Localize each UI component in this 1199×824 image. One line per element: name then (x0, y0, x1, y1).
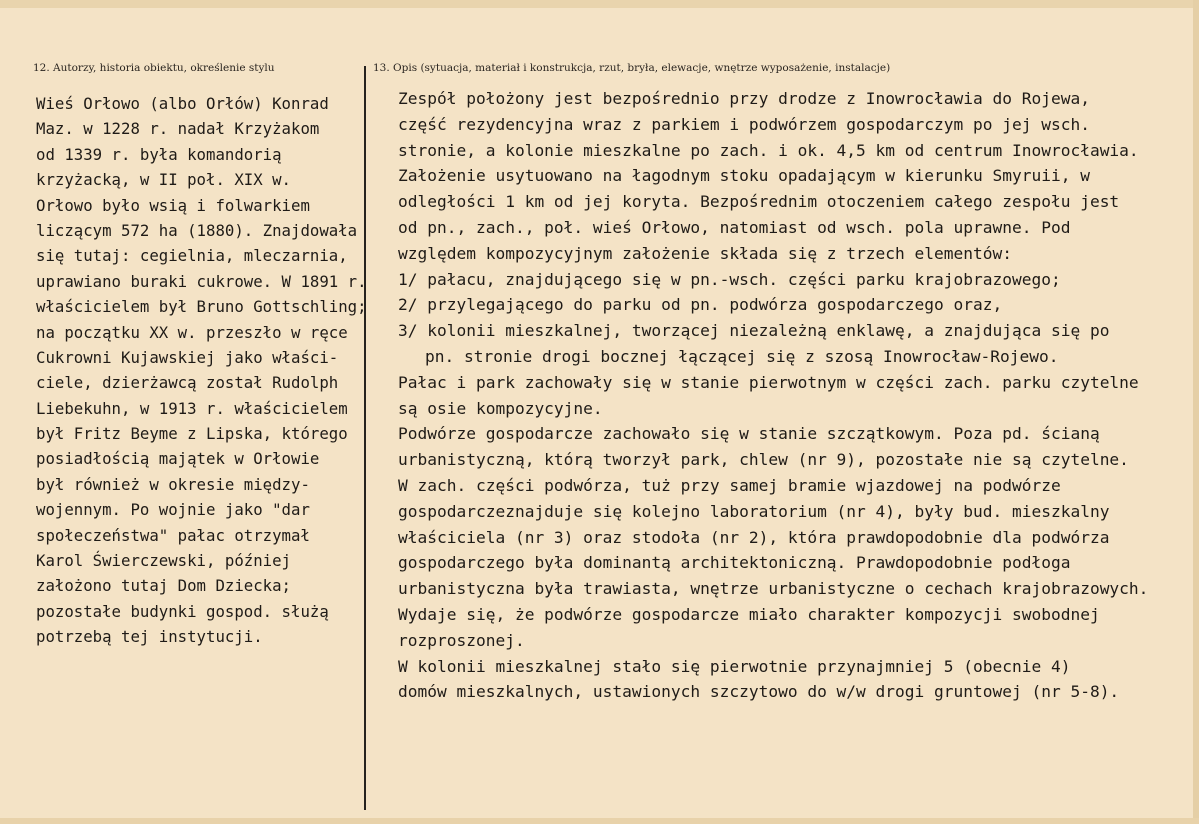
text-line: Zespół położony jest bezpośrednio przy drodze z Inowrocławia do Rojewa, (398, 89, 1090, 108)
text-line: liczącym 572 ha (1880). Znajdowała (36, 220, 358, 240)
text-line: właścicielem był Bruno Gottschling; (36, 297, 367, 317)
section-12-text (36, 91, 366, 650)
text-line: od pn., zach., poł. wieś Orłowo, natomiast od wsch. pola uprawne. Pod (398, 217, 1071, 237)
text-line: odległości 1 km od jej koryta. Bezpośrednim otoczeniem całego zespołu jest (398, 192, 1120, 212)
list-item: 3/ kolonii mieszkalnej, tworzącej niezależną enklawę, a znajdująca się po (398, 321, 1110, 341)
text-line: Karol Świerczewski, później (36, 551, 292, 571)
text-line: gospodarczeznajduje się kolejno laboratorium (nr 4), były bud. mieszkalny (398, 501, 1110, 521)
text-line: na początku XX w. przeszło w ręce (36, 322, 348, 342)
text-line: Wydaje się, że podwórze gospodarcze miało charakter kompozycji swobodnej (398, 604, 1100, 624)
text-line: domów mieszkalnych, ustawionych szczytowo do w/w drogi gruntowej (nr 5-8). (398, 682, 1120, 702)
list-item: 2/ przylegającego do parku od pn. podwórza gospodarczego oraz, (398, 295, 1003, 315)
text-line: Pałac i park zachowały się w stanie pierwotnym w części zach. parku czytelne (398, 372, 1139, 392)
text-line: się tutaj: cegielnia, mleczarnia, (36, 246, 348, 266)
list-item: 1/ pałacu, znajdującego się w pn.-wsch. części parku krajobrazowego; (398, 269, 1061, 289)
text-line: wojennym. Po wojnie jako "dar (36, 500, 310, 520)
text-line: Założenie usytuowano na łagodnym stoku opadającym w kierunku Smyruii, w (398, 166, 1090, 186)
text-line: W kolonii mieszkalnej stało się pierwotnie przynajmniej 5 (obecnie 4) (398, 656, 1071, 676)
text-line: stronie, a kolonie mieszkalne po zach. i ok. 4,5 km od centrum Inowrocławia. (398, 140, 1139, 160)
list-item-continuation: pn. stronie drogi bocznej łączącej się z szosą Inowrocław-Rojewo. (425, 346, 1059, 366)
text-line: pozostałe budynki gospod. służą (36, 601, 329, 621)
text-line: krzyżacką, w II poł. XIX w. (36, 170, 292, 190)
text-line: Maz. w 1228 r. nadał Krzyżakom (36, 119, 320, 139)
text-line: Cukrowni Kujawskiej jako właści- (36, 347, 339, 367)
text-line: część rezydencyjna wraz z parkiem i podwórzem gospodarczym po jej wsch. (398, 114, 1090, 134)
text-line: rozproszonej. (398, 630, 525, 650)
text-line: ciele, dzierżawcą został Rudolph (36, 373, 339, 393)
card-bottom-edge (0, 818, 1199, 824)
text-line: urbanistyczna była trawiasta, wnętrze urbanistyczne o cechach krajobrazowych. (398, 579, 1149, 599)
text-line: gospodarczego była dominantą architektoniczną. Prawdopodobnie podłoga (398, 553, 1071, 573)
text-line: był Fritz Beyme z Lipska, którego (36, 424, 348, 444)
text-line: był również w okresie między- (36, 474, 310, 494)
section-13-text (398, 86, 1188, 705)
text-line: społeczeństwa" pałac otrzymał (36, 525, 310, 545)
text-line: Liebekuhn, w 1913 r. właścicielem (36, 398, 348, 418)
section-13-heading: 13. Opis (sytuacja, materiał i konstrukcja, rzut, bryła, elewacje, wnętrze wyposażenie, instalacje) (373, 62, 891, 74)
text-line: potrzebą tej instytucji. (36, 627, 263, 647)
card-top-edge (0, 0, 1199, 8)
text-line: Podwórze gospodarcze zachowało się w stanie szczątkowym. Poza pd. ścianą (398, 424, 1100, 444)
section-12-heading: 12. Autorzy, historia obiektu, określenie stylu (33, 62, 275, 74)
text-line: Orłowo było wsią i folwarkiem (36, 195, 310, 215)
text-line: właściciela (nr 3) oraz stodoła (nr 2), która prawdopodobnie dla podwórza (398, 527, 1110, 547)
text-line: urbanistyczną, którą tworzył park, chlew (nr 9), pozostałe nie są czytelne. (398, 450, 1129, 470)
text-line: są osie kompozycyjne. (398, 398, 603, 418)
text-line: od 1339 r. była komandorią (36, 144, 282, 164)
text-line: względem kompozycyjnym założenie składa się z trzech elementów: (398, 243, 1012, 263)
text-line: założono tutaj Dom Dziecka; (36, 576, 292, 596)
text-line: uprawiano buraki cukrowe. W 1891 r. (36, 271, 367, 291)
text-line: Wieś Orłowo (albo Orłów) Konrad (36, 94, 329, 113)
text-line: posiadłością majątek w Orłowie (36, 449, 320, 469)
text-line: W zach. części podwórza, tuż przy samej bramie wjazdowej na podwórze (398, 475, 1061, 495)
card-right-edge (1193, 0, 1199, 824)
